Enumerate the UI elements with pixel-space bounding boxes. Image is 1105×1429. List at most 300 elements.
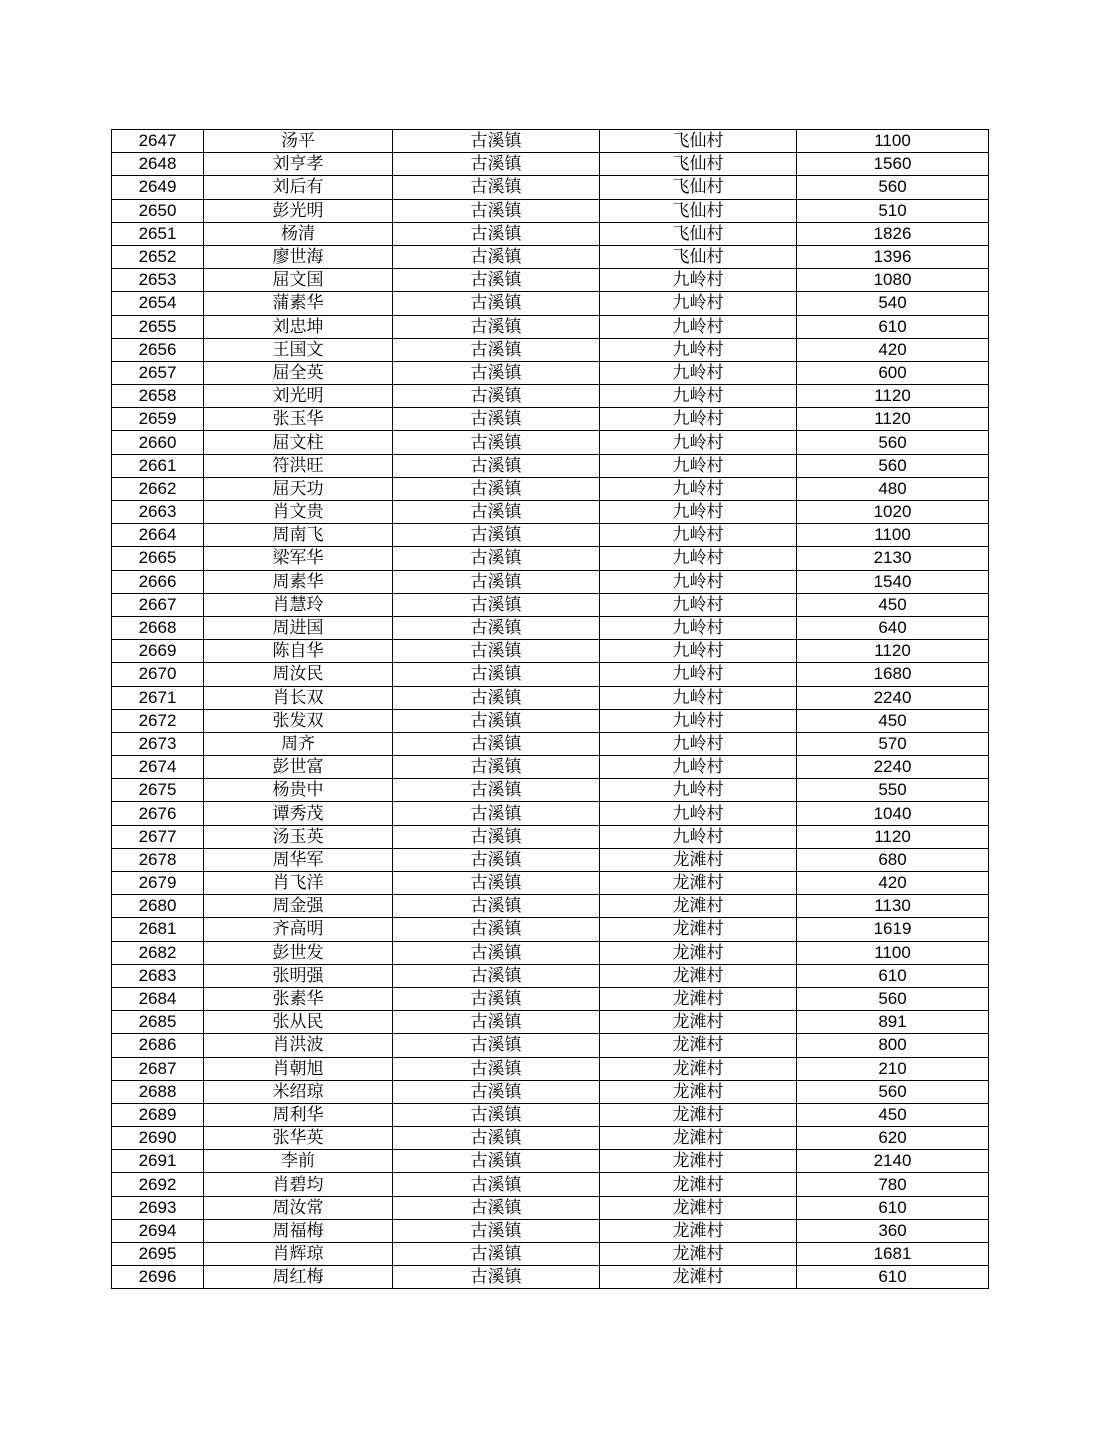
cell-town: 古溪镇 xyxy=(393,1173,600,1196)
cell-village: 龙滩村 xyxy=(600,918,797,941)
cell-town: 古溪镇 xyxy=(393,802,600,825)
cell-name: 周福梅 xyxy=(204,1219,393,1242)
cell-id: 2686 xyxy=(112,1034,204,1057)
cell-village: 九岭村 xyxy=(600,524,797,547)
cell-town: 古溪镇 xyxy=(393,732,600,755)
table-row xyxy=(112,825,989,848)
cell-amount: 2140 xyxy=(797,1150,989,1173)
cell-town: 古溪镇 xyxy=(393,361,600,384)
cell-id: 2655 xyxy=(112,315,204,338)
cell-amount: 1130 xyxy=(797,895,989,918)
cell-id: 2696 xyxy=(112,1266,204,1289)
cell-village: 九岭村 xyxy=(600,570,797,593)
cell-amount: 420 xyxy=(797,338,989,361)
table-row xyxy=(112,848,989,871)
table-row xyxy=(112,269,989,292)
cell-id: 2689 xyxy=(112,1103,204,1126)
cell-village: 飞仙村 xyxy=(600,199,797,222)
cell-amount: 1681 xyxy=(797,1243,989,1266)
cell-name: 周华军 xyxy=(204,848,393,871)
cell-id: 2684 xyxy=(112,987,204,1010)
cell-id: 2652 xyxy=(112,245,204,268)
table-row xyxy=(112,895,989,918)
table-row xyxy=(112,1150,989,1173)
cell-village: 龙滩村 xyxy=(600,848,797,871)
cell-id: 2672 xyxy=(112,709,204,732)
cell-town: 古溪镇 xyxy=(393,269,600,292)
cell-id: 2691 xyxy=(112,1150,204,1173)
cell-amount: 550 xyxy=(797,779,989,802)
cell-id: 2677 xyxy=(112,825,204,848)
cell-town: 古溪镇 xyxy=(393,385,600,408)
cell-name: 肖朝旭 xyxy=(204,1057,393,1080)
cell-village: 飞仙村 xyxy=(600,222,797,245)
cell-name: 周进国 xyxy=(204,616,393,639)
cell-id: 2647 xyxy=(112,130,204,153)
cell-village: 九岭村 xyxy=(600,709,797,732)
cell-village: 九岭村 xyxy=(600,756,797,779)
table-row xyxy=(112,570,989,593)
cell-name: 米绍琼 xyxy=(204,1080,393,1103)
cell-amount: 780 xyxy=(797,1173,989,1196)
cell-amount: 560 xyxy=(797,987,989,1010)
cell-name: 彭世发 xyxy=(204,941,393,964)
cell-id: 2682 xyxy=(112,941,204,964)
cell-village: 九岭村 xyxy=(600,616,797,639)
cell-village: 九岭村 xyxy=(600,779,797,802)
cell-village: 九岭村 xyxy=(600,431,797,454)
cell-name: 谭秀茂 xyxy=(204,802,393,825)
cell-village: 龙滩村 xyxy=(600,1103,797,1126)
cell-amount: 450 xyxy=(797,709,989,732)
table-row xyxy=(112,222,989,245)
cell-town: 古溪镇 xyxy=(393,524,600,547)
cell-id: 2658 xyxy=(112,385,204,408)
cell-id: 2664 xyxy=(112,524,204,547)
table-row xyxy=(112,686,989,709)
cell-id: 2675 xyxy=(112,779,204,802)
table-row xyxy=(112,315,989,338)
cell-town: 古溪镇 xyxy=(393,199,600,222)
cell-village: 飞仙村 xyxy=(600,130,797,153)
cell-id: 2648 xyxy=(112,153,204,176)
cell-amount: 1120 xyxy=(797,408,989,431)
cell-amount: 891 xyxy=(797,1011,989,1034)
cell-id: 2674 xyxy=(112,756,204,779)
cell-name: 汤平 xyxy=(204,130,393,153)
cell-name: 彭光明 xyxy=(204,199,393,222)
table-row xyxy=(112,361,989,384)
cell-name: 肖长双 xyxy=(204,686,393,709)
cell-amount: 1100 xyxy=(797,941,989,964)
cell-id: 2673 xyxy=(112,732,204,755)
table-row xyxy=(112,663,989,686)
cell-id: 2661 xyxy=(112,454,204,477)
cell-town: 古溪镇 xyxy=(393,1080,600,1103)
cell-amount: 480 xyxy=(797,477,989,500)
table-row xyxy=(112,640,989,663)
cell-name: 肖慧玲 xyxy=(204,593,393,616)
cell-village: 飞仙村 xyxy=(600,245,797,268)
cell-town: 古溪镇 xyxy=(393,616,600,639)
cell-town: 古溪镇 xyxy=(393,964,600,987)
cell-amount: 1560 xyxy=(797,153,989,176)
cell-amount: 1020 xyxy=(797,501,989,524)
cell-name: 肖文贵 xyxy=(204,501,393,524)
cell-amount: 1040 xyxy=(797,802,989,825)
table-row xyxy=(112,385,989,408)
cell-id: 2678 xyxy=(112,848,204,871)
cell-town: 古溪镇 xyxy=(393,477,600,500)
cell-town: 古溪镇 xyxy=(393,593,600,616)
cell-name: 张玉华 xyxy=(204,408,393,431)
cell-name: 陈自华 xyxy=(204,640,393,663)
cell-town: 古溪镇 xyxy=(393,1011,600,1034)
cell-id: 2656 xyxy=(112,338,204,361)
cell-name: 周汝常 xyxy=(204,1196,393,1219)
cell-town: 古溪镇 xyxy=(393,1219,600,1242)
cell-village: 九岭村 xyxy=(600,338,797,361)
cell-name: 汤玉英 xyxy=(204,825,393,848)
cell-amount: 620 xyxy=(797,1127,989,1150)
cell-village: 龙滩村 xyxy=(600,1266,797,1289)
table-row xyxy=(112,1266,989,1289)
cell-amount: 2130 xyxy=(797,547,989,570)
cell-name: 刘后有 xyxy=(204,176,393,199)
cell-id: 2670 xyxy=(112,663,204,686)
table-row xyxy=(112,176,989,199)
cell-town: 古溪镇 xyxy=(393,292,600,315)
cell-id: 2695 xyxy=(112,1243,204,1266)
cell-name: 肖碧均 xyxy=(204,1173,393,1196)
cell-town: 古溪镇 xyxy=(393,941,600,964)
cell-village: 龙滩村 xyxy=(600,1011,797,1034)
cell-town: 古溪镇 xyxy=(393,570,600,593)
cell-village: 九岭村 xyxy=(600,477,797,500)
cell-town: 古溪镇 xyxy=(393,1034,600,1057)
cell-amount: 610 xyxy=(797,1196,989,1219)
cell-name: 张从民 xyxy=(204,1011,393,1034)
table-row xyxy=(112,1173,989,1196)
cell-amount: 1120 xyxy=(797,385,989,408)
cell-name: 肖洪波 xyxy=(204,1034,393,1057)
table-row xyxy=(112,1127,989,1150)
table-row xyxy=(112,756,989,779)
table-row xyxy=(112,941,989,964)
cell-amount: 1080 xyxy=(797,269,989,292)
cell-town: 古溪镇 xyxy=(393,153,600,176)
cell-amount: 600 xyxy=(797,361,989,384)
cell-name: 李前 xyxy=(204,1150,393,1173)
table-row xyxy=(112,292,989,315)
cell-town: 古溪镇 xyxy=(393,987,600,1010)
cell-amount: 360 xyxy=(797,1219,989,1242)
cell-town: 古溪镇 xyxy=(393,222,600,245)
cell-village: 九岭村 xyxy=(600,454,797,477)
cell-amount: 2240 xyxy=(797,756,989,779)
cell-id: 2657 xyxy=(112,361,204,384)
cell-id: 2650 xyxy=(112,199,204,222)
cell-village: 九岭村 xyxy=(600,385,797,408)
subsidy-table xyxy=(111,129,989,1289)
cell-town: 古溪镇 xyxy=(393,130,600,153)
cell-village: 九岭村 xyxy=(600,547,797,570)
cell-id: 2681 xyxy=(112,918,204,941)
cell-id: 2679 xyxy=(112,872,204,895)
cell-amount: 640 xyxy=(797,616,989,639)
cell-name: 周利华 xyxy=(204,1103,393,1126)
cell-town: 古溪镇 xyxy=(393,918,600,941)
cell-id: 2649 xyxy=(112,176,204,199)
cell-id: 2665 xyxy=(112,547,204,570)
table-body xyxy=(112,130,989,1289)
cell-town: 古溪镇 xyxy=(393,431,600,454)
cell-town: 古溪镇 xyxy=(393,1103,600,1126)
data-table-container xyxy=(111,129,988,1289)
cell-village: 九岭村 xyxy=(600,640,797,663)
cell-id: 2668 xyxy=(112,616,204,639)
cell-village: 龙滩村 xyxy=(600,987,797,1010)
cell-name: 刘忠坤 xyxy=(204,315,393,338)
cell-town: 古溪镇 xyxy=(393,872,600,895)
cell-name: 周金强 xyxy=(204,895,393,918)
cell-village: 龙滩村 xyxy=(600,1034,797,1057)
cell-town: 古溪镇 xyxy=(393,454,600,477)
cell-name: 屈全英 xyxy=(204,361,393,384)
cell-id: 2671 xyxy=(112,686,204,709)
cell-name: 周汝民 xyxy=(204,663,393,686)
cell-town: 古溪镇 xyxy=(393,1243,600,1266)
table-row xyxy=(112,1034,989,1057)
table-row xyxy=(112,338,989,361)
cell-amount: 680 xyxy=(797,848,989,871)
cell-name: 周齐 xyxy=(204,732,393,755)
cell-town: 古溪镇 xyxy=(393,779,600,802)
table-row xyxy=(112,1219,989,1242)
table-row xyxy=(112,408,989,431)
cell-amount: 560 xyxy=(797,431,989,454)
cell-id: 2659 xyxy=(112,408,204,431)
cell-town: 古溪镇 xyxy=(393,1150,600,1173)
cell-name: 刘亨孝 xyxy=(204,153,393,176)
cell-town: 古溪镇 xyxy=(393,501,600,524)
cell-amount: 1680 xyxy=(797,663,989,686)
cell-village: 九岭村 xyxy=(600,408,797,431)
table-row xyxy=(112,779,989,802)
cell-town: 古溪镇 xyxy=(393,245,600,268)
cell-village: 龙滩村 xyxy=(600,964,797,987)
cell-id: 2687 xyxy=(112,1057,204,1080)
cell-id: 2654 xyxy=(112,292,204,315)
cell-name: 张发双 xyxy=(204,709,393,732)
table-row xyxy=(112,1103,989,1126)
cell-id: 2653 xyxy=(112,269,204,292)
cell-name: 肖辉琼 xyxy=(204,1243,393,1266)
cell-id: 2669 xyxy=(112,640,204,663)
cell-name: 刘光明 xyxy=(204,385,393,408)
cell-id: 2692 xyxy=(112,1173,204,1196)
cell-town: 古溪镇 xyxy=(393,663,600,686)
table-row xyxy=(112,1243,989,1266)
cell-name: 张明强 xyxy=(204,964,393,987)
cell-amount: 2240 xyxy=(797,686,989,709)
cell-id: 2690 xyxy=(112,1127,204,1150)
cell-town: 古溪镇 xyxy=(393,547,600,570)
cell-village: 九岭村 xyxy=(600,292,797,315)
table-row xyxy=(112,872,989,895)
cell-name: 肖飞洋 xyxy=(204,872,393,895)
cell-name: 屈文国 xyxy=(204,269,393,292)
cell-amount: 1100 xyxy=(797,524,989,547)
cell-amount: 800 xyxy=(797,1034,989,1057)
cell-name: 张华英 xyxy=(204,1127,393,1150)
table-row xyxy=(112,245,989,268)
table-row xyxy=(112,477,989,500)
cell-town: 古溪镇 xyxy=(393,315,600,338)
cell-id: 2667 xyxy=(112,593,204,616)
cell-id: 2693 xyxy=(112,1196,204,1219)
cell-village: 九岭村 xyxy=(600,663,797,686)
cell-village: 九岭村 xyxy=(600,802,797,825)
cell-amount: 610 xyxy=(797,1266,989,1289)
cell-id: 2680 xyxy=(112,895,204,918)
cell-village: 龙滩村 xyxy=(600,1196,797,1219)
cell-village: 九岭村 xyxy=(600,361,797,384)
cell-amount: 560 xyxy=(797,454,989,477)
cell-amount: 1120 xyxy=(797,825,989,848)
cell-name: 符洪旺 xyxy=(204,454,393,477)
table-row xyxy=(112,524,989,547)
cell-id: 2688 xyxy=(112,1080,204,1103)
cell-village: 九岭村 xyxy=(600,686,797,709)
cell-town: 古溪镇 xyxy=(393,1057,600,1080)
cell-name: 周素华 xyxy=(204,570,393,593)
cell-amount: 510 xyxy=(797,199,989,222)
cell-id: 2651 xyxy=(112,222,204,245)
table-row xyxy=(112,199,989,222)
table-row xyxy=(112,130,989,153)
cell-amount: 420 xyxy=(797,872,989,895)
cell-amount: 610 xyxy=(797,315,989,338)
table-row xyxy=(112,732,989,755)
cell-amount: 1120 xyxy=(797,640,989,663)
table-row xyxy=(112,987,989,1010)
cell-town: 古溪镇 xyxy=(393,756,600,779)
cell-name: 周红梅 xyxy=(204,1266,393,1289)
cell-amount: 210 xyxy=(797,1057,989,1080)
cell-amount: 560 xyxy=(797,176,989,199)
cell-village: 九岭村 xyxy=(600,269,797,292)
cell-id: 2663 xyxy=(112,501,204,524)
cell-amount: 1100 xyxy=(797,130,989,153)
cell-town: 古溪镇 xyxy=(393,408,600,431)
cell-amount: 450 xyxy=(797,593,989,616)
cell-name: 梁军华 xyxy=(204,547,393,570)
cell-town: 古溪镇 xyxy=(393,1196,600,1219)
cell-town: 古溪镇 xyxy=(393,825,600,848)
table-row xyxy=(112,918,989,941)
cell-village: 龙滩村 xyxy=(600,872,797,895)
cell-village: 飞仙村 xyxy=(600,153,797,176)
cell-village: 龙滩村 xyxy=(600,1219,797,1242)
cell-name: 杨贵中 xyxy=(204,779,393,802)
cell-name: 屈天功 xyxy=(204,477,393,500)
cell-amount: 540 xyxy=(797,292,989,315)
cell-village: 龙滩村 xyxy=(600,1173,797,1196)
cell-name: 屈文柱 xyxy=(204,431,393,454)
cell-name: 王国文 xyxy=(204,338,393,361)
cell-amount: 570 xyxy=(797,732,989,755)
cell-amount: 560 xyxy=(797,1080,989,1103)
table-row xyxy=(112,1011,989,1034)
cell-id: 2685 xyxy=(112,1011,204,1034)
table-row xyxy=(112,1057,989,1080)
cell-amount: 450 xyxy=(797,1103,989,1126)
cell-village: 龙滩村 xyxy=(600,1243,797,1266)
table-row xyxy=(112,709,989,732)
cell-id: 2666 xyxy=(112,570,204,593)
table-row xyxy=(112,431,989,454)
cell-name: 齐高明 xyxy=(204,918,393,941)
table-row xyxy=(112,153,989,176)
table-row xyxy=(112,501,989,524)
cell-town: 古溪镇 xyxy=(393,1266,600,1289)
cell-village: 九岭村 xyxy=(600,315,797,338)
table-row xyxy=(112,802,989,825)
table-row xyxy=(112,547,989,570)
cell-id: 2660 xyxy=(112,431,204,454)
cell-amount: 610 xyxy=(797,964,989,987)
cell-town: 古溪镇 xyxy=(393,176,600,199)
cell-village: 龙滩村 xyxy=(600,941,797,964)
cell-town: 古溪镇 xyxy=(393,640,600,663)
table-row xyxy=(112,616,989,639)
table-row xyxy=(112,593,989,616)
cell-name: 杨清 xyxy=(204,222,393,245)
cell-name: 廖世海 xyxy=(204,245,393,268)
cell-name: 周南飞 xyxy=(204,524,393,547)
cell-town: 古溪镇 xyxy=(393,895,600,918)
cell-village: 飞仙村 xyxy=(600,176,797,199)
cell-village: 九岭村 xyxy=(600,732,797,755)
cell-town: 古溪镇 xyxy=(393,848,600,871)
cell-village: 龙滩村 xyxy=(600,895,797,918)
cell-village: 九岭村 xyxy=(600,825,797,848)
cell-name: 蒲素华 xyxy=(204,292,393,315)
table-row xyxy=(112,964,989,987)
cell-village: 龙滩村 xyxy=(600,1080,797,1103)
cell-id: 2694 xyxy=(112,1219,204,1242)
cell-town: 古溪镇 xyxy=(393,709,600,732)
cell-village: 龙滩村 xyxy=(600,1127,797,1150)
cell-id: 2676 xyxy=(112,802,204,825)
cell-village: 龙滩村 xyxy=(600,1150,797,1173)
cell-name: 张素华 xyxy=(204,987,393,1010)
cell-village: 九岭村 xyxy=(600,501,797,524)
table-row xyxy=(112,454,989,477)
cell-amount: 1826 xyxy=(797,222,989,245)
cell-name: 彭世富 xyxy=(204,756,393,779)
cell-amount: 1540 xyxy=(797,570,989,593)
cell-amount: 1619 xyxy=(797,918,989,941)
cell-town: 古溪镇 xyxy=(393,1127,600,1150)
cell-town: 古溪镇 xyxy=(393,686,600,709)
cell-id: 2683 xyxy=(112,964,204,987)
table-row xyxy=(112,1196,989,1219)
cell-village: 九岭村 xyxy=(600,593,797,616)
cell-id: 2662 xyxy=(112,477,204,500)
cell-town: 古溪镇 xyxy=(393,338,600,361)
